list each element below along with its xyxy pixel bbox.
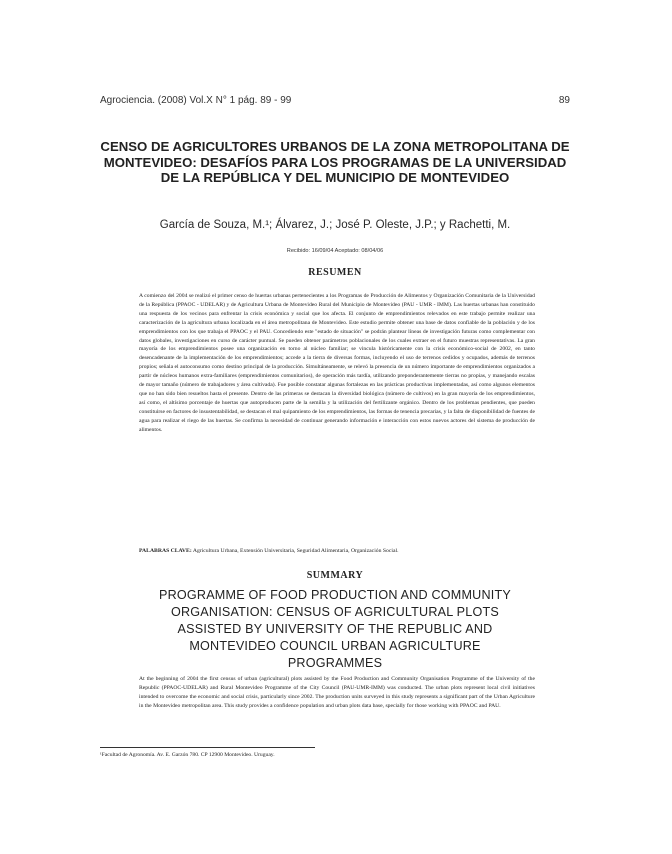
keywords-text: Agricultura Urbana, Extensión Universitaria, Seguridad Alimentaria, Organización Social. [191,548,399,554]
resumen-abstract: A comienzo del 2004 se realizó el primer censo de huertas urbanas pertenecientes a los Programas de Producción de Alimentos y Organización Comunitaria de la Universidad de la República (PPAOC - UDELAR) y de Agricultura Urbana de Montevideo Rural del Municipio de Montevideo (PAU - UMR - IMM). Las huertas urbanas han constituido una respuesta de los vecinos para enfrentar la crisis económica y social que los afecta. El conjunto de emprendimientos relevados en este trabajo permite realizar una caracterización de la agricultura urbana localizada en el área metropolitana de Montevideo. Este estudio permite obtener una base de datos confiable de la población y de los emprendimientos con los que trabaja el PPAOC y el PAU. Concediendo este "estado de situación" se podrán plantear líneas de investigación futuras como complementar con datos globales, investigaciones en curso de carácter puntual. Se pueden obtener parámetros poblacionales de los cuales extraer en el futuro muestras representativas. La gran mayoría de los emprendimientos posee una organización en torno al núcleo familiar; se vincula históricamente con la crisis económico-social de 2002, en tanto desencadenante de la implementación de los emprendimientos; accede a la tierra de diversas formas, incluyendo el uso de terrenos cedidos y ocupados, además de terrenos propios; señala el autoconsumo como destino principal de la producción. Simultáneamente, se relevó la presencia de un número importante de emprendimientos organizados a partir de núcleos humanos extra-familiares (emprendimientos comunitarios), de operación más tardía, utilizando preponderantemente tierras no propias, y manejando escalas de mayor tamaño (número de trabajadores y área cultivada). Fue posible constatar algunas fortalezas en las prácticas productivas implementadas, así como algunos elementos que no han sido bien resueltos hasta el presente. Dentro de las primeras se destacan la diversidad biológica (número de cultivos) en la gran mayoría de los emprendimientos, así como, el altísimo porcentaje de huertas que autoproducen parte de la semilla y la utilización del fertilizante orgánico. Dentro de los problemas pendientes, que pueden constituirse en factores de insustentabilidad, se destacan el mal quipamiento de los emprendimientos, las formas de tenencia precarias, y la falta de disponibilidad de fuentes de agua para realizar el riego de las huertas. Se confirma la necesidad de continuar generando información e interacción con estos nuevos actores del sistema de producción de alimentos. [139,293,535,433]
english-title-line: MONTEVIDEO COUNCIL URBAN AGRICULTURE [189,639,481,653]
english-title-line: ORGANISATION: CENSUS OF AGRICULTURAL PLOTS [171,605,499,619]
keywords-line [139,548,549,554]
page-number: 89 [558,95,570,106]
keywords-label: PALABRAS CLAVE: [139,548,192,554]
english-title-line: PROGRAMME OF FOOD PRODUCTION AND COMMUNITY [159,588,511,602]
received-accepted-dates: Recibido: 16/09/04 Aceptado: 08/04/06 [286,248,384,254]
english-title-line: PROGRAMMES [287,656,383,670]
resumen-heading: RESUMEN [308,267,362,278]
english-title [110,587,560,672]
paper-title: CENSO DE AGRICULTORES URBANOS DE LA ZONA METROPOLITANA DE MONTEVIDEO: DESAFÍOS PARA LOS PROGRAMAS DE LA UNIVERSIDAD DE LA REPÚBLICA Y DEL MUNICIPIO DE MONTEVIDEO [100,139,570,186]
footnote: ¹Facultad de Agronomía. Av. E. Garzón 780. CP 12900 Montevideo. Uruguay. [100,752,275,758]
author-list: García de Souza, M.¹; Álvarez, J.; José P. Oleste, J.P.; y Rachetti, M. [159,219,511,231]
summary-heading: SUMMARY [306,570,364,581]
english-title-line: ASSISTED BY UNIVERSITY OF THE REPUBLIC AND [177,622,493,636]
footnote-rule [100,747,315,748]
running-header [100,95,570,109]
journal-citation: Agrociencia. (2008) Vol.X N° 1 pág. 89 - 99 [100,95,292,106]
summary-abstract: At the beginning of 2004 the first census of urban (agricultural) plots assisted by the Food Production and Community Organisation Programme of the University of the Republic (PPAOC-UDELAR) and Rural Montevideo Programme of the City Council (PAU-UMR-IMM) was conducted. The urban plots represent local civil initiatives intended to overcome the economic and social crisis, particularly since 2002. The production units surveyed in this study represents a significant part of the Urban Agriculture in the Montevideo metropolitan area. This study provides a confidence population and urban plots data base, specially for those working with PPAOC and PAU. [139,676,535,709]
